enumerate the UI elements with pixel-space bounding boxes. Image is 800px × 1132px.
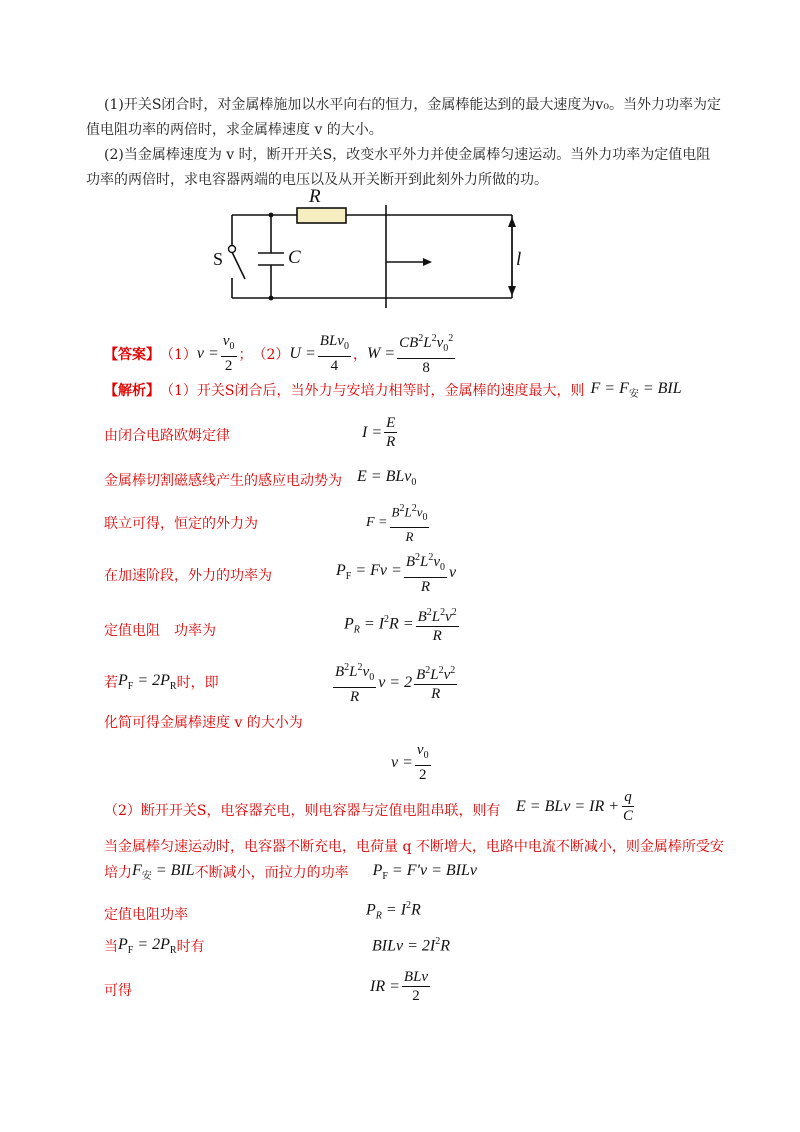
resistor-symbol	[297, 208, 346, 223]
eq-emf: E = BLv$_0$	[357, 468, 417, 489]
analysis-line-condition: 若 $P_F = 2P_R$ 时，即	[104, 672, 219, 693]
analysis-line-force: 联立可得，恒定的外力为	[104, 516, 258, 532]
resistor-label: R	[309, 186, 321, 207]
eq-force: F = $\frac{B^2L^2v_0}{R}$	[366, 500, 431, 546]
answer-part1-label: （1）	[160, 346, 197, 363]
switch-contact	[229, 246, 236, 253]
velocity-arrow-icon	[423, 258, 432, 266]
analysis-part2-line2: 当金属棒匀速运动时，电容器不断充电，电荷量 q 不断增大，电路中电流不断减小，则金属棒所受安	[104, 839, 724, 855]
analysis-intro: 【解析】 （1）开关S闭合后，当外力与安培力相等时，金属棒的速度最大，则 $F = F_安$ = BIL	[104, 380, 682, 401]
answer-part2-label: （2）	[252, 346, 290, 363]
eq-power-r2: $P_R = I^2R$	[366, 900, 421, 922]
analysis-part2-intro: （2）断开开关S，电容器充电，则电容器与定值电阻串联，则有	[104, 803, 501, 819]
eq-condition: $\frac{B^2L^2v_0}{R}$ v = 2 $\frac{B^2L^2v^2}{R}$	[331, 659, 459, 706]
analysis-line-power-f: 在加速阶段，外力的功率为	[104, 568, 272, 584]
analysis-line-power-r: 定值电阻 功率为	[104, 623, 216, 639]
circuit-diagram	[0, 0, 800, 320]
eq-power-r: $P_R = I^2R$ = $\frac{B^2L^2v^2}{R}$	[344, 604, 461, 645]
analysis-tag: 【解析】	[104, 383, 160, 400]
analysis-line-ohm: 由闭合电路欧姆定律	[104, 428, 230, 444]
analysis-part2-line5: 当 $P_F = 2P_R$ 时有	[104, 936, 205, 957]
analysis-part2-line4: 定值电阻功率	[104, 907, 188, 923]
eq-result-v: v = $\frac{v_0}{2}$	[391, 742, 429, 783]
analysis-part2-line3: 培力 $F_安$ = BIL 不断减小，而拉力的功率 $P_F = F'v$ = BILv	[104, 862, 477, 883]
eq-power-f: $P_F = Fv$ = $\frac{B^2L^2v_0}{R}$ v	[336, 549, 456, 596]
analysis-line-simplify: 化简可得金属棒速度 v 的大小为	[104, 715, 303, 731]
switch-label: S	[213, 249, 224, 269]
question-part1-line1: (1)开关S闭合时，对金属棒施加以水平向右的恒力，金属棒能达到的最大速度为v₀。当外力功率为定	[104, 97, 721, 113]
length-label: l	[516, 249, 522, 270]
answer-line: 【答案】 （1） v = $\frac{v_0}{2}$ ； （2） U = $\frac{BLv_0}{4}$ ， W = $\frac{CB^2L^2v_0^2}{8}$	[104, 330, 457, 377]
eq-ir: IR = $\frac{\text{BLv}}{2}$	[370, 969, 429, 1004]
question-part2-line2: 功率的两倍时，求电容器两端的电压以及从开关断开到此刻外力所做的功。	[86, 172, 548, 188]
answer-u-equation: U =	[289, 344, 316, 362]
analysis-line-emf: 金属棒切割磁感线产生的感应电动势为	[104, 473, 342, 489]
analysis-part2-line6: 可得	[104, 983, 132, 999]
answer-tag: 【答案】	[104, 346, 160, 363]
answer-w-equation: W =	[366, 344, 396, 362]
question-part1-line2: 值电阻功率的两倍时，求金属棒速度 v 的大小。	[86, 122, 383, 138]
eq-power-balance: BILv = $2I^2R$	[372, 936, 451, 955]
answer-v-equation: v =	[196, 344, 219, 362]
question-part2-line1: (2)当金属棒速度为 v 时，断开开关S，改变水平外力并使金属棒匀速运动。当外力功率为定值电阻	[104, 147, 711, 163]
eq-circuit: E = BLv = IR + $\frac{q}{C}$	[516, 789, 634, 824]
capacitor-label: C	[288, 247, 301, 268]
eq-ohm: I = $\frac{E}{R}$	[362, 415, 396, 450]
